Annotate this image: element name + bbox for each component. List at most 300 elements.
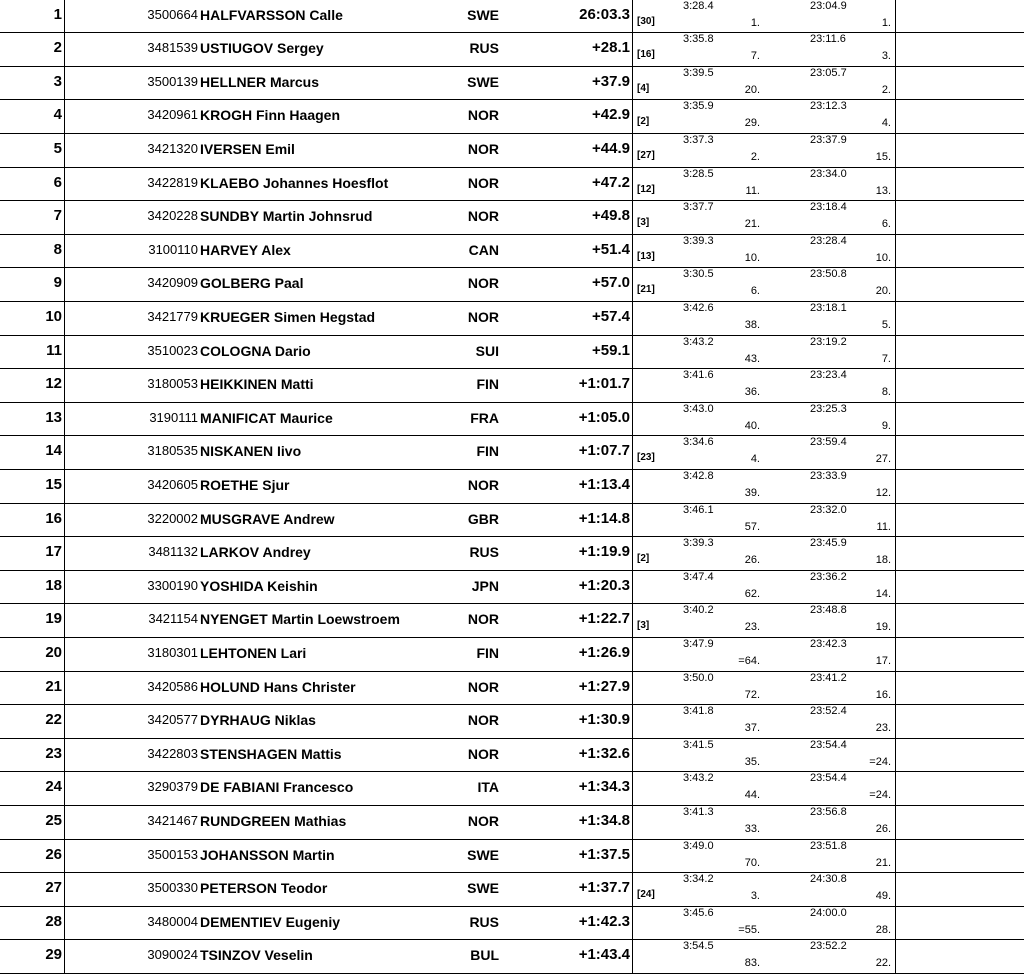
split1-time: 3:40.2 bbox=[683, 604, 714, 617]
finish-time: +1:30.9 bbox=[578, 711, 630, 729]
athlete-name: GOLBERG Paal bbox=[200, 275, 304, 292]
column-divider bbox=[64, 940, 65, 973]
column-divider bbox=[64, 638, 65, 671]
nation-code: CAN bbox=[468, 241, 499, 258]
split2-time: 23:18.4 bbox=[810, 201, 847, 214]
nation-code: GBR bbox=[467, 510, 499, 527]
split1-time: 3:41.5 bbox=[683, 738, 714, 751]
split1-time: 3:47.4 bbox=[683, 570, 714, 583]
rank-cell: 18 bbox=[45, 576, 62, 594]
finish-time: +1:05.0 bbox=[578, 408, 630, 426]
column-divider bbox=[895, 134, 896, 167]
split1-time: 3:35.9 bbox=[683, 100, 714, 113]
split1-time: 3:41.6 bbox=[683, 369, 714, 382]
rank-cell: 29 bbox=[45, 946, 62, 964]
column-divider bbox=[632, 940, 633, 973]
column-divider bbox=[895, 369, 896, 402]
column-divider bbox=[64, 436, 65, 469]
rank-cell: 28 bbox=[45, 912, 62, 930]
split2-time: 24:00.0 bbox=[810, 906, 847, 919]
rank-cell: 13 bbox=[45, 408, 62, 426]
athlete-name: LEHTONEN Lari bbox=[200, 645, 307, 661]
bonus-seconds: [30] bbox=[637, 15, 655, 27]
finish-time: +1:20.3 bbox=[578, 576, 630, 594]
column-divider bbox=[64, 873, 65, 906]
split2-time: 23:51.8 bbox=[810, 839, 847, 852]
split2-time: 23:34.0 bbox=[810, 167, 847, 180]
split2-rank: 20. bbox=[875, 285, 891, 298]
rank-cell: 2 bbox=[53, 39, 62, 57]
split2-time: 23:54.4 bbox=[810, 772, 847, 785]
table-row bbox=[0, 403, 1024, 437]
split1-time: 3:42.6 bbox=[683, 302, 714, 314]
athlete-name: RUNDGREEN Mathias bbox=[200, 813, 347, 829]
athlete-name: NISKANEN Iivo bbox=[200, 443, 302, 460]
column-divider bbox=[895, 0, 896, 32]
split1-rank: 44. bbox=[744, 789, 760, 802]
athlete-name: YOSHIDA Keishin bbox=[200, 577, 318, 594]
nation-code: FIN bbox=[476, 645, 499, 661]
split1-rank: 10. bbox=[744, 251, 760, 264]
column-divider bbox=[64, 134, 65, 167]
split2-time: 23:48.8 bbox=[810, 604, 847, 617]
column-divider bbox=[895, 336, 896, 369]
bonus-seconds: [4] bbox=[637, 82, 650, 94]
bonus-seconds: [23] bbox=[637, 452, 655, 464]
column-divider bbox=[895, 672, 896, 705]
column-divider bbox=[64, 67, 65, 100]
split1-time: 3:43.2 bbox=[683, 335, 714, 348]
finish-time: +1:42.3 bbox=[578, 912, 630, 930]
split2-rank: =24. bbox=[869, 755, 891, 768]
nation-code: NOR bbox=[467, 712, 499, 729]
athlete-name: KRUEGER Simen Hegstad bbox=[200, 309, 376, 325]
bonus-seconds: [27] bbox=[637, 150, 655, 161]
bonus-seconds: [3] bbox=[637, 217, 650, 229]
split1-time: 3:34.6 bbox=[683, 436, 714, 449]
split2-rank: 14. bbox=[875, 587, 891, 600]
column-divider bbox=[632, 403, 633, 436]
split2-time: 23:37.9 bbox=[810, 134, 847, 146]
athlete-name: MUSGRAVE Andrew bbox=[200, 510, 335, 527]
athlete-name: SUNDBY Martin Johnsrud bbox=[200, 208, 373, 225]
rank-cell: 4 bbox=[53, 106, 62, 124]
column-divider bbox=[895, 537, 896, 570]
split2-rank: 2. bbox=[881, 83, 891, 96]
column-divider bbox=[895, 940, 896, 973]
rank-cell: 24 bbox=[45, 778, 62, 796]
rank-cell: 25 bbox=[45, 812, 62, 829]
nation-code: NOR bbox=[467, 107, 499, 124]
athlete-name: JOHANSSON Martin bbox=[200, 846, 335, 863]
column-divider bbox=[895, 705, 896, 738]
nation-code: SWE bbox=[467, 6, 499, 23]
table-row bbox=[0, 268, 1024, 302]
split2-time: 23:12.3 bbox=[810, 100, 847, 113]
column-divider bbox=[64, 571, 65, 604]
finish-time: +44.9 bbox=[592, 140, 630, 157]
rank-cell: 17 bbox=[45, 543, 62, 561]
column-divider bbox=[632, 672, 633, 705]
competitor-code: 3420228 bbox=[147, 208, 198, 224]
column-divider bbox=[64, 604, 65, 637]
nation-code: NOR bbox=[467, 141, 499, 157]
nation-code: NOR bbox=[467, 678, 499, 695]
athlete-name: HARVEY Alex bbox=[200, 241, 291, 258]
athlete-name: ROETHE Sjur bbox=[200, 477, 290, 493]
column-divider bbox=[895, 436, 896, 469]
split1-rank: 39. bbox=[744, 487, 760, 499]
finish-time: +59.1 bbox=[592, 341, 630, 359]
column-divider bbox=[632, 0, 633, 32]
split2-time: 23:41.2 bbox=[810, 671, 847, 684]
split2-time: 23:04.9 bbox=[810, 0, 847, 12]
column-divider bbox=[64, 100, 65, 133]
table-row bbox=[0, 134, 1024, 168]
finish-time: +37.9 bbox=[592, 72, 630, 90]
split1-rank: =55. bbox=[738, 923, 760, 936]
nation-code: NOR bbox=[467, 174, 499, 191]
split2-rank: 8. bbox=[881, 386, 891, 399]
column-divider bbox=[895, 806, 896, 839]
athlete-name: KROGH Finn Haagen bbox=[200, 107, 341, 124]
rank-cell: 10 bbox=[45, 308, 62, 325]
rank-cell: 26 bbox=[45, 845, 62, 863]
split1-time: 3:49.0 bbox=[683, 839, 714, 852]
split1-rank: 43. bbox=[744, 352, 760, 365]
competitor-code: 3421154 bbox=[148, 611, 198, 627]
athlete-name: DEMENTIEV Eugeniy bbox=[200, 913, 341, 930]
split2-time: 23:36.2 bbox=[810, 570, 847, 583]
column-divider bbox=[632, 571, 633, 604]
finish-time: +47.2 bbox=[592, 173, 630, 191]
split2-rank: 1. bbox=[881, 16, 891, 29]
bonus-seconds: [21] bbox=[637, 284, 655, 296]
finish-time: +1:01.7 bbox=[578, 375, 630, 393]
nation-code: NOR bbox=[467, 813, 499, 829]
column-divider bbox=[64, 201, 65, 234]
rank-cell: 20 bbox=[45, 644, 62, 661]
nation-code: JPN bbox=[471, 577, 499, 594]
column-divider bbox=[64, 537, 65, 570]
column-divider bbox=[895, 33, 896, 66]
column-divider bbox=[632, 604, 633, 637]
competitor-code: 3422803 bbox=[147, 745, 198, 761]
finish-time: +51.4 bbox=[592, 240, 630, 258]
column-divider bbox=[64, 840, 65, 873]
split2-rank: 19. bbox=[875, 621, 891, 634]
split1-time: 3:50.0 bbox=[683, 671, 714, 684]
athlete-name: IVERSEN Emil bbox=[200, 141, 295, 157]
nation-code: BUL bbox=[470, 947, 499, 964]
split2-rank: 12. bbox=[875, 487, 891, 499]
competitor-code: 3300190 bbox=[147, 577, 198, 593]
competitor-code: 3100110 bbox=[148, 241, 198, 257]
athlete-name: HEIKKINEN Matti bbox=[200, 376, 314, 393]
split1-rank: 6. bbox=[750, 285, 760, 298]
split1-time: 3:34.2 bbox=[683, 873, 714, 886]
rank-cell: 23 bbox=[45, 744, 62, 762]
table-row bbox=[0, 873, 1024, 907]
table-row bbox=[0, 772, 1024, 806]
bonus-seconds: [3] bbox=[637, 620, 650, 632]
column-divider bbox=[632, 268, 633, 301]
split1-time: 3:37.3 bbox=[683, 134, 714, 146]
split2-time: 23:59.4 bbox=[810, 436, 847, 449]
column-divider bbox=[632, 840, 633, 873]
nation-code: NOR bbox=[467, 611, 499, 628]
athlete-name: NYENGET Martin Loewstroem bbox=[200, 611, 400, 628]
nation-code: FIN bbox=[476, 376, 499, 393]
rank-cell: 12 bbox=[45, 375, 62, 393]
athlete-name: LARKOV Andrey bbox=[200, 544, 311, 561]
column-divider bbox=[64, 705, 65, 738]
split2-time: 23:18.1 bbox=[810, 302, 847, 314]
bonus-seconds: [2] bbox=[637, 116, 650, 128]
rank-cell: 7 bbox=[53, 207, 62, 225]
split1-time: 3:46.1 bbox=[683, 503, 714, 516]
column-divider bbox=[632, 67, 633, 100]
split2-time: 23:28.4 bbox=[810, 234, 847, 247]
split1-rank: 57. bbox=[744, 520, 760, 533]
finish-time: +57.4 bbox=[592, 308, 630, 325]
column-divider bbox=[64, 806, 65, 839]
athlete-name: HELLNER Marcus bbox=[200, 73, 320, 90]
nation-code: SWE bbox=[467, 846, 499, 863]
split1-rank: 26. bbox=[744, 554, 760, 567]
nation-code: NOR bbox=[467, 208, 499, 225]
table-row bbox=[0, 672, 1024, 706]
column-divider bbox=[895, 907, 896, 940]
competitor-code: 3090024 bbox=[147, 947, 198, 963]
athlete-name: DE FABIANI Francesco bbox=[200, 779, 354, 796]
finish-time: +49.8 bbox=[592, 207, 630, 225]
split2-time: 24:30.8 bbox=[810, 873, 847, 886]
athlete-name: KLAEBO Johannes Hoesflot bbox=[200, 174, 389, 191]
competitor-code: 3420909 bbox=[147, 275, 198, 291]
table-row bbox=[0, 504, 1024, 538]
rank-cell: 9 bbox=[53, 274, 62, 292]
split1-time: 3:28.5 bbox=[683, 167, 714, 180]
column-divider bbox=[632, 201, 633, 234]
table-row bbox=[0, 739, 1024, 773]
column-divider bbox=[64, 907, 65, 940]
column-divider bbox=[64, 772, 65, 805]
split2-time: 23:25.3 bbox=[810, 402, 847, 415]
rank-cell: 1 bbox=[53, 5, 62, 23]
column-divider bbox=[632, 100, 633, 133]
table-row bbox=[0, 907, 1024, 941]
column-divider bbox=[632, 134, 633, 167]
split2-time: 23:45.9 bbox=[810, 537, 847, 550]
competitor-code: 3421779 bbox=[147, 309, 198, 324]
column-divider bbox=[632, 907, 633, 940]
column-divider bbox=[895, 168, 896, 201]
column-divider bbox=[632, 235, 633, 268]
table-row bbox=[0, 235, 1024, 269]
split2-time: 23:52.4 bbox=[810, 705, 847, 718]
split1-rank: 40. bbox=[744, 419, 760, 432]
table-row bbox=[0, 33, 1024, 67]
table-row bbox=[0, 705, 1024, 739]
split1-rank: 29. bbox=[744, 117, 760, 130]
rank-cell: 15 bbox=[45, 476, 62, 493]
split1-time: 3:47.9 bbox=[683, 638, 714, 650]
column-divider bbox=[632, 470, 633, 503]
column-divider bbox=[64, 268, 65, 301]
split2-rank: 18. bbox=[875, 554, 891, 567]
split1-rank: 37. bbox=[744, 722, 760, 735]
split1-rank: 83. bbox=[744, 957, 760, 970]
bonus-seconds: [12] bbox=[637, 183, 655, 195]
competitor-code: 3420605 bbox=[147, 477, 198, 492]
table-row bbox=[0, 571, 1024, 605]
split2-rank: 23. bbox=[875, 722, 891, 735]
column-divider bbox=[632, 638, 633, 671]
rank-cell: 19 bbox=[45, 610, 62, 628]
split2-time: 23:42.3 bbox=[810, 638, 847, 650]
column-divider bbox=[895, 268, 896, 301]
split2-rank: 3. bbox=[881, 50, 891, 63]
split1-rank: 4. bbox=[750, 453, 760, 466]
column-divider bbox=[632, 369, 633, 402]
split1-rank: 21. bbox=[744, 218, 760, 231]
column-divider bbox=[64, 504, 65, 537]
nation-code: NOR bbox=[467, 309, 499, 325]
finish-time: +1:43.4 bbox=[578, 946, 630, 964]
column-divider bbox=[632, 873, 633, 906]
column-divider bbox=[895, 840, 896, 873]
rank-cell: 6 bbox=[53, 173, 62, 191]
bonus-seconds: [13] bbox=[637, 250, 655, 262]
finish-time: +1:37.5 bbox=[578, 845, 630, 863]
competitor-code: 3180535 bbox=[147, 443, 198, 459]
athlete-name: MANIFICAT Maurice bbox=[200, 409, 333, 426]
split1-time: 3:41.3 bbox=[683, 806, 714, 818]
split1-rank: 62. bbox=[744, 587, 760, 600]
table-row bbox=[0, 638, 1024, 672]
athlete-name: STENSHAGEN Mattis bbox=[200, 745, 342, 762]
split1-rank: 1. bbox=[750, 16, 760, 29]
table-row bbox=[0, 436, 1024, 470]
split1-rank: 20. bbox=[744, 83, 760, 96]
split1-time: 3:39.3 bbox=[683, 537, 714, 550]
finish-time: +1:32.6 bbox=[578, 744, 630, 762]
competitor-code: 3420961 bbox=[147, 107, 198, 123]
table-row bbox=[0, 840, 1024, 874]
column-divider bbox=[895, 235, 896, 268]
table-row bbox=[0, 604, 1024, 638]
bonus-seconds: [16] bbox=[637, 49, 655, 61]
split1-time: 3:54.5 bbox=[683, 940, 714, 953]
nation-code: NOR bbox=[467, 477, 499, 493]
column-divider bbox=[895, 100, 896, 133]
finish-time: 26:03.3 bbox=[579, 5, 630, 23]
competitor-code: 3420577 bbox=[147, 712, 198, 728]
split2-time: 23:33.9 bbox=[810, 470, 847, 482]
rank-cell: 21 bbox=[45, 677, 62, 695]
split2-time: 23:56.8 bbox=[810, 806, 847, 818]
competitor-code: 3180301 bbox=[147, 645, 198, 660]
split1-rank: 38. bbox=[744, 319, 760, 331]
column-divider bbox=[64, 33, 65, 66]
split1-rank: 7. bbox=[750, 50, 760, 63]
competitor-code: 3180053 bbox=[147, 376, 198, 392]
split1-time: 3:43.2 bbox=[683, 772, 714, 785]
column-divider bbox=[632, 302, 633, 335]
rank-cell: 22 bbox=[45, 711, 62, 729]
split2-rank: 13. bbox=[875, 184, 891, 197]
split2-rank: 7. bbox=[881, 352, 891, 365]
split2-time: 23:19.2 bbox=[810, 335, 847, 348]
split1-rank: 35. bbox=[744, 755, 760, 768]
split2-rank: 6. bbox=[881, 218, 891, 231]
split2-rank: 5. bbox=[881, 319, 891, 331]
table-row bbox=[0, 806, 1024, 840]
table-row bbox=[0, 940, 1024, 974]
column-divider bbox=[64, 168, 65, 201]
table-row bbox=[0, 369, 1024, 403]
column-divider bbox=[895, 403, 896, 436]
competitor-code: 3481539 bbox=[147, 40, 198, 56]
competitor-code: 3420586 bbox=[147, 678, 198, 694]
athlete-name: DYRHAUG Niklas bbox=[200, 712, 316, 729]
split1-rank: 72. bbox=[744, 688, 760, 701]
rank-cell: 11 bbox=[46, 341, 62, 359]
rank-cell: 14 bbox=[45, 442, 62, 460]
column-divider bbox=[895, 302, 896, 335]
split2-rank: 15. bbox=[875, 151, 891, 163]
nation-code: SWE bbox=[467, 880, 499, 897]
split2-rank: 10. bbox=[875, 251, 891, 264]
split2-rank: 28. bbox=[875, 923, 891, 936]
table-row bbox=[0, 201, 1024, 235]
finish-time: +1:34.8 bbox=[578, 812, 630, 829]
split2-rank: 17. bbox=[875, 655, 891, 667]
finish-time: +1:13.4 bbox=[578, 476, 630, 493]
column-divider bbox=[632, 504, 633, 537]
column-divider bbox=[895, 772, 896, 805]
column-divider bbox=[895, 504, 896, 537]
nation-code: SWE bbox=[467, 73, 499, 90]
column-divider bbox=[632, 772, 633, 805]
nation-code: NOR bbox=[467, 275, 499, 292]
bonus-seconds: [2] bbox=[637, 553, 650, 565]
column-divider bbox=[895, 604, 896, 637]
table-row bbox=[0, 168, 1024, 202]
column-divider bbox=[895, 571, 896, 604]
split1-time: 3:39.5 bbox=[683, 66, 714, 79]
column-divider bbox=[64, 302, 65, 335]
rank-cell: 5 bbox=[53, 140, 62, 157]
finish-time: +1:26.9 bbox=[578, 644, 630, 661]
finish-time: +1:37.7 bbox=[578, 879, 630, 897]
table-row bbox=[0, 470, 1024, 504]
nation-code: RUS bbox=[469, 544, 499, 561]
split1-time: 3:30.5 bbox=[683, 268, 714, 281]
column-divider bbox=[64, 470, 65, 503]
split2-time: 23:32.0 bbox=[810, 503, 847, 516]
nation-code: ITA bbox=[477, 779, 499, 796]
competitor-code: 3290379 bbox=[147, 779, 198, 795]
rank-cell: 27 bbox=[45, 879, 62, 897]
competitor-code: 3500139 bbox=[147, 73, 198, 89]
split2-rank: 16. bbox=[875, 688, 891, 701]
nation-code: SUI bbox=[475, 342, 499, 359]
split1-time: 3:35.8 bbox=[683, 33, 714, 46]
column-divider bbox=[895, 638, 896, 671]
table-row bbox=[0, 0, 1024, 33]
